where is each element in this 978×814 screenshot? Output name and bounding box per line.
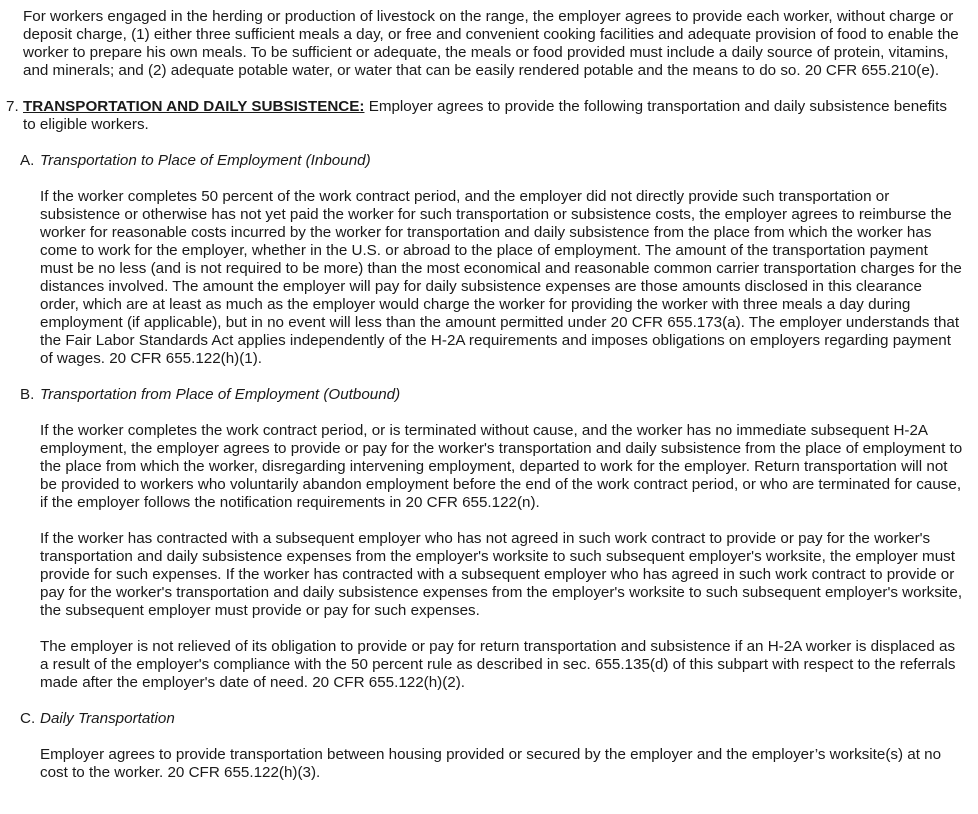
section-body — [40, 746, 968, 782]
section-letter: B. — [20, 386, 35, 403]
section-body — [40, 422, 968, 692]
section-c-daily-transportation — [20, 710, 968, 782]
section-paragraph: If the worker has contracted with a subsequent employer who has not agreed in such work contract to provide or pay for the worker's transportation and daily subsistence expenses from the employer's worksite to such subsequent employer's worksite, the employer must provide for such expenses. If the worker has contracted with a subsequent employer who has agreed in such work contract to provide or pay for the worker's transportation and daily subsistence expenses from the employer's worksite to such subsequent employer's worksite, the subsequent employer must provide or pay for such expenses. — [40, 530, 963, 619]
item-text: Employer agrees to provide the following transportation and daily subsistence benefits to eligible workers. — [23, 98, 947, 133]
section-body — [40, 188, 968, 368]
section-letter: C. — [20, 710, 36, 727]
section-a-inbound — [20, 152, 968, 368]
item-heading: TRANSPORTATION AND DAILY SUBSISTENCE: — [23, 98, 365, 115]
section-paragraph: If the worker completes the work contract period, or is terminated without cause, and the worker has no immediate subsequent H-2A employment, the employer agrees to provide or pay for the worker's transportation and daily subsistence from the place of employment to the place from which the worker, disregarding intervening employment, departed to work for the employer. Return transportation will not be provided to workers who voluntarily abandon employment before the end of the work contract period, or who are terminated for cause, if the employer follows the notification requirements in 20 CFR 655.122(n). — [40, 422, 963, 511]
section-paragraph: Employer agrees to provide transportation between housing provided or secured by the employer and the employer’s worksite(s) at no cost to the worker. 20 CFR 655.122(h)(3). — [40, 746, 942, 781]
section-paragraph: If the worker completes 50 percent of the work contract period, and the employer did not directly provide such transportation or subsistence or otherwise has not yet paid the worker for such transportation or subsistence costs, the employer agrees to reimburse the worker for reasonable costs incurred by the worker for transportation and daily subsistence from the place from which the worker has come to work for the employer, whether in the U.S. or abroad to the place of employment. The amount of the transportation payment must be no less (and is not required to be more) than the most economical and reasonable common carrier transportation charges for the distances involved. The amount the employer will pay for daily subsistence expenses are those amounts disclosed in this clearance order, which are at least as much as the employer would charge the worker for providing the worker with three meals a day during employment (if applicable), but in no event will less than the amount permitted under 20 CFR 655.173(a). The employer understands that the Fair Labor Standards Act applies independently of the H-2A requirements and imposes obligations on employers regarding payment of wages. 20 CFR 655.122(h)(1). — [40, 188, 962, 367]
intro-paragraph: For workers engaged in the herding or production of livestock on the range, the employer agrees to provide each worker, without charge or deposit charge, (1) either three sufficient meals a day, or free and convenient cooking facilities and adequate provision of food to enable the worker to prepare his own meals. To be sufficient or adequate, the meals or food provided must include a daily source of protein, vitamins, and minerals; and (2) adequate potable water, or water that can be easily rendered potable and the means to do so. 20 CFR 655.210(e). — [23, 8, 959, 79]
section-letter: A. — [20, 152, 35, 169]
section-title: Daily Transportation — [40, 710, 175, 727]
section-title: Transportation to Place of Employment (Inbound) — [40, 152, 371, 169]
section-paragraph: The employer is not relieved of its obligation to provide or pay for return transportation and subsistence if an H-2A worker is displaced as a result of the employer's compliance with the 50 percent rule as described in sec. 655.135(d) of this subpart with respect to the referrals made after the employer's date of need. 20 CFR 655.122(h)(2). — [40, 638, 956, 691]
section-title: Transportation from Place of Employment (Outbound) — [40, 386, 401, 403]
item-7-transportation — [6, 98, 954, 134]
item-number: 7. — [6, 98, 19, 115]
section-b-outbound — [20, 386, 968, 692]
